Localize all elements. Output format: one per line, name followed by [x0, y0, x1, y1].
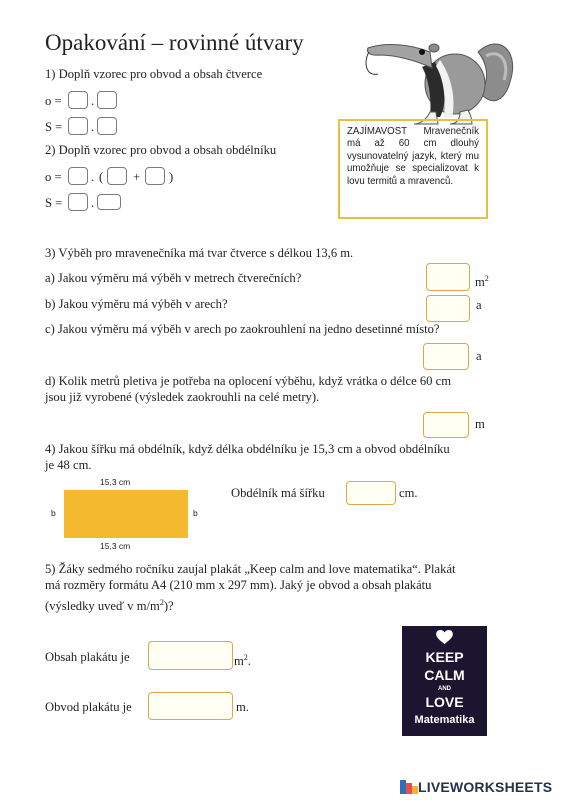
q2-o-label: o = [45, 170, 62, 184]
q2-s-dot: . [91, 196, 95, 210]
q3a-answer-input[interactable] [426, 263, 470, 291]
q2-o-input-3[interactable] [145, 167, 165, 185]
q3b-unit: a [476, 298, 482, 312]
rectangle-left-label: b [51, 508, 56, 518]
obsah-answer-input[interactable] [148, 641, 233, 670]
question-5-text-line-2: má rozměry formátu A4 (210 mm x 297 mm). Jaký je obvod a obsah plakátu [45, 578, 432, 592]
q1-s-input-2[interactable] [97, 117, 117, 135]
q3d-unit: m [475, 417, 485, 431]
obsah-unit: $m^2$. [234, 653, 251, 669]
rectangle-right-label: b [193, 508, 198, 518]
rectangle-shape [64, 490, 188, 538]
q2-s-input-2[interactable] [97, 194, 121, 210]
info-box-text: ZAJÍMAVOST Mravenečník má až 60 cm dlouhý vysunovatelný jazyk, který mu umožňuje se specializovat k lovu termitů a mravenců. [347, 126, 479, 187]
q1-o-input-2[interactable] [97, 91, 117, 109]
q2-o-dot: . [91, 170, 95, 184]
q3d-answer-input[interactable] [423, 412, 469, 438]
q3a-unit: $m^2$ [475, 274, 489, 290]
q3c-text: c) Jakou výměru má výběh v arech po zaokrouhlení na jedno desetinné místo? [45, 322, 440, 336]
q1-o-dot: . [91, 94, 95, 108]
q1-s-input-1[interactable] [68, 117, 88, 135]
q3c-answer-input[interactable] [423, 343, 469, 370]
q4-answer-unit: cm. [399, 486, 418, 500]
poster-line-matematika: Matematika [414, 714, 475, 726]
obvod-unit: m. [236, 700, 249, 714]
q1-s-dot: . [91, 120, 95, 134]
q2-open-paren: ( [99, 170, 104, 184]
obsah-label: Obsah plakátu je [45, 650, 130, 664]
q1-s-label: S = [45, 120, 63, 134]
rectangle-top-label: 15,3 cm [100, 477, 131, 487]
keep-calm-poster [402, 626, 487, 736]
q3c-unit: a [476, 349, 482, 363]
question-5-text-line-1: 5) Žáky sedmého ročníku zaujal plakát „Keep calm and love matematika“. Plakát [45, 562, 456, 576]
question-4-text-line-1: 4) Jakou šířku má obdélník, když délka obdélníku je 15,3 cm a obvod obdélníku [45, 442, 450, 456]
rectangle-bottom-label: 15,3 cm [100, 541, 131, 551]
poster-line-calm: CALM [424, 667, 465, 683]
q2-plus: + [133, 170, 141, 184]
q2-s-label: S = [45, 196, 63, 210]
liveworksheets-logo-icon [400, 780, 418, 794]
poster-line-and: AND [438, 686, 451, 692]
q2-s-input-1[interactable] [68, 193, 88, 211]
page-title: Opakování – rovinné útvary [45, 30, 304, 55]
question-1-text: 1) Doplň vzorec pro obvod a obsah čtverce [45, 67, 263, 81]
q3d-text-line-2: jsou již vyrobené (výsledek zaokrouhli na celé metry). [45, 390, 320, 404]
q2-close-paren: ) [169, 170, 174, 184]
q3b-answer-input[interactable] [426, 295, 470, 322]
question-2-text: 2) Doplň vzorec pro obvod a obsah obdélníku [45, 143, 277, 157]
anteater-illustration [360, 22, 520, 126]
liveworksheets-brand: LIVEWORKSHEETS [418, 779, 553, 795]
q2-o-input-1[interactable] [68, 167, 88, 185]
q3b-text: b) Jakou výměru má výběh v arech? [45, 297, 228, 311]
q3a-text: a) Jakou výměru má výběh v metrech čtverečních? [45, 271, 302, 285]
q1-o-label: o = [45, 94, 62, 108]
question-5-text-line-3: (výsledky uveď v $m/m^2$)? [45, 598, 174, 614]
obvod-answer-input[interactable] [148, 692, 233, 720]
question-4-text-line-2: je 48 cm. [45, 458, 92, 472]
poster-line-keep: KEEP [425, 649, 464, 665]
q3d-text-line-1: d) Kolik metrů pletiva je potřeba na oplocení výběhu, když vrátka o délce 60 cm [45, 374, 452, 388]
q1-o-input-1[interactable] [68, 91, 88, 109]
q4-answer-input[interactable] [346, 481, 396, 505]
heart-icon [436, 630, 453, 645]
info-box [338, 119, 488, 219]
question-3-text: 3) Výběh pro mravenečníka má tvar čtverce s délkou 13,6 m. [45, 246, 354, 260]
poster-line-love: LOVE [425, 694, 464, 710]
obvod-label: Obvod plakátu je [45, 700, 132, 714]
q2-o-input-2[interactable] [107, 167, 127, 185]
q4-answer-label: Obdélník má šířku [231, 486, 325, 500]
